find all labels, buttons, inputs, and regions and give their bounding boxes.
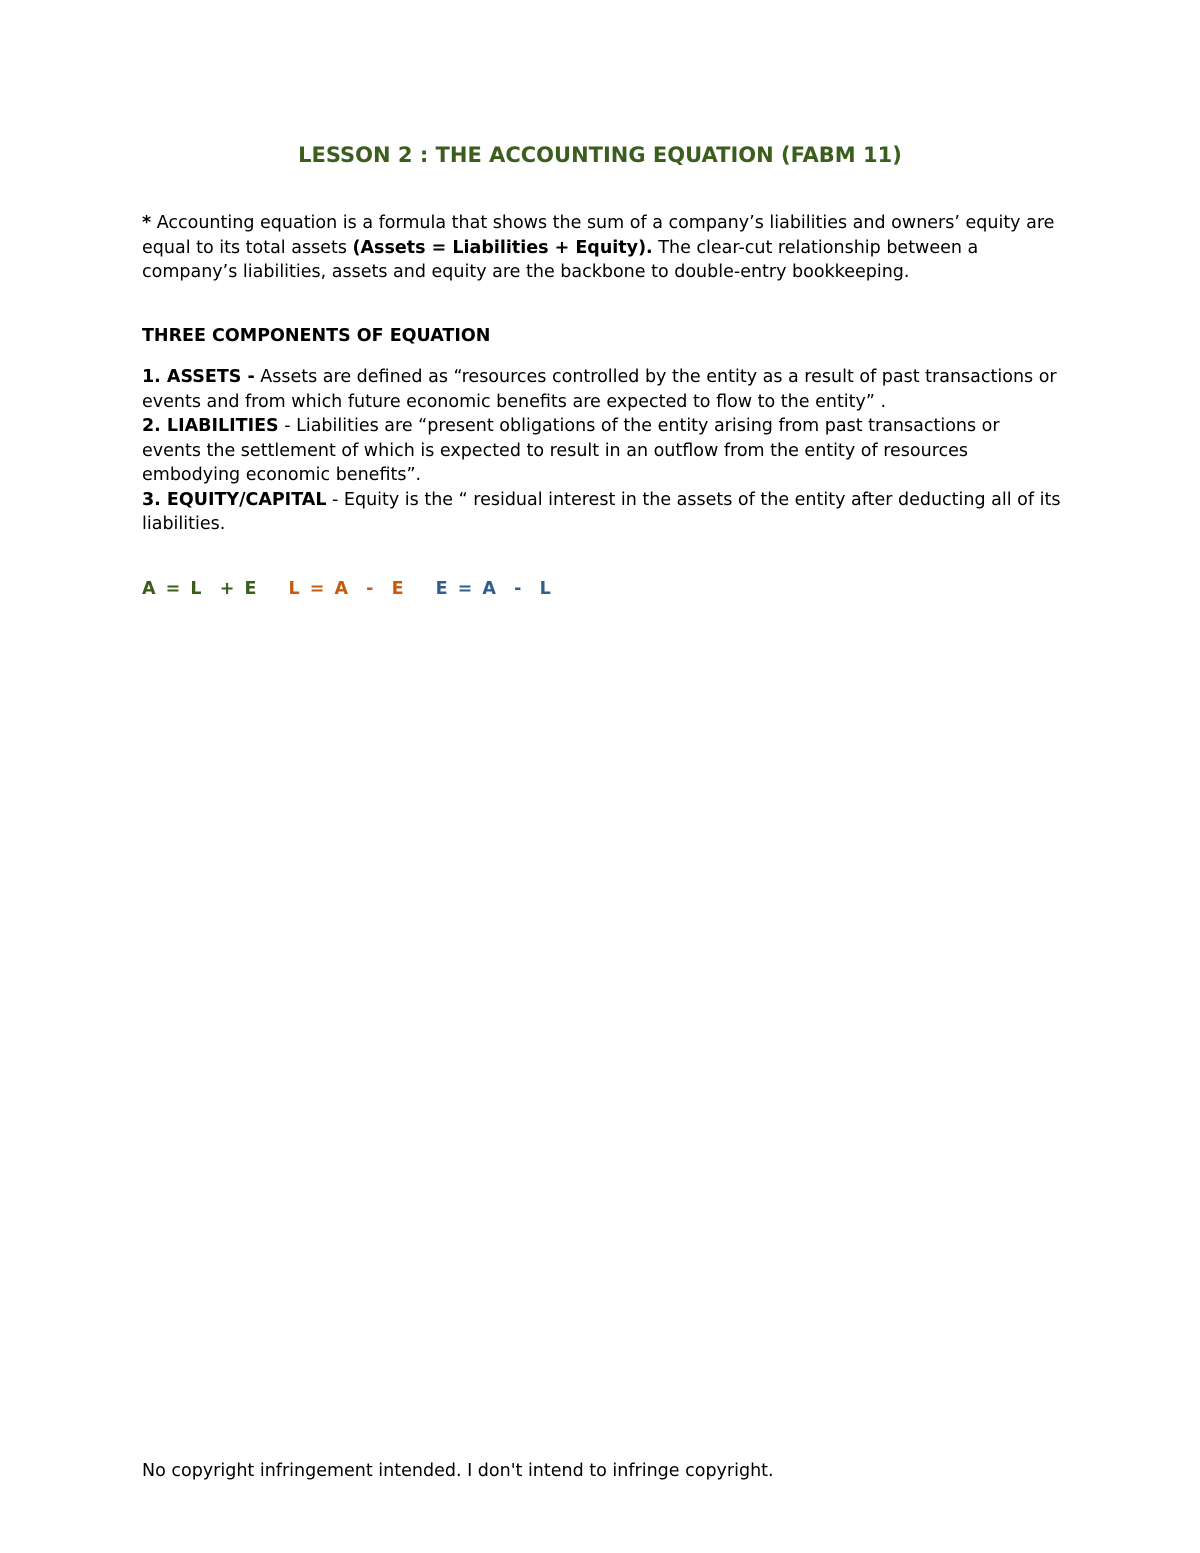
component-assets bbox=[142, 365, 1062, 414]
component-equity bbox=[142, 488, 1062, 537]
intro-bullet: * bbox=[142, 213, 152, 233]
component-text: - Equity is the “ residual interest in the assets of the entity after deducting all of its liabilities. bbox=[142, 489, 1061, 534]
copyright-footer: No copyright infringement intended. I don't intend to infringe copyright. bbox=[142, 1461, 774, 1481]
intro-equation-bold: (Assets = Liabilities + Equity). bbox=[352, 237, 653, 258]
component-label: 3. EQUITY/CAPITAL bbox=[142, 489, 327, 510]
intro-text-2: The clear-cut relationship between a company’s liabilities, assets and equity are the backbone to double-entry bookkeeping. bbox=[142, 237, 979, 282]
component-label: 2. LIABILITIES bbox=[142, 416, 279, 436]
equation-assets: A = L + E bbox=[142, 579, 259, 599]
equation-liabilities: L = A - E bbox=[288, 579, 406, 599]
intro-text-1: Accounting equation is a formula that shows the sum of a company’s liabilities and owners’ equity are equal to its total assets bbox=[142, 213, 1055, 258]
intro-paragraph bbox=[142, 211, 1062, 285]
component-label: 1. ASSETS - bbox=[142, 367, 255, 387]
components-list bbox=[142, 365, 1062, 537]
equations-row bbox=[142, 577, 583, 601]
component-text: Assets are defined as “resources controlled by the entity as a result of past transactions or events and from which future economic benefits are expected to flow to the entity” . bbox=[142, 367, 1057, 412]
components-heading: THREE COMPONENTS OF EQUATION bbox=[142, 326, 491, 346]
component-liabilities bbox=[142, 414, 1062, 488]
lesson-title: LESSON 2 : THE ACCOUNTING EQUATION (FABM 11) bbox=[298, 143, 902, 167]
equation-equity: E = A - L bbox=[435, 579, 553, 599]
component-text: - Liabilities are “present obligations of the entity arising from past transactions or events the settlement of which is expected to result in an outflow from the entity of resources embodying economic benefits”. bbox=[142, 416, 1000, 485]
